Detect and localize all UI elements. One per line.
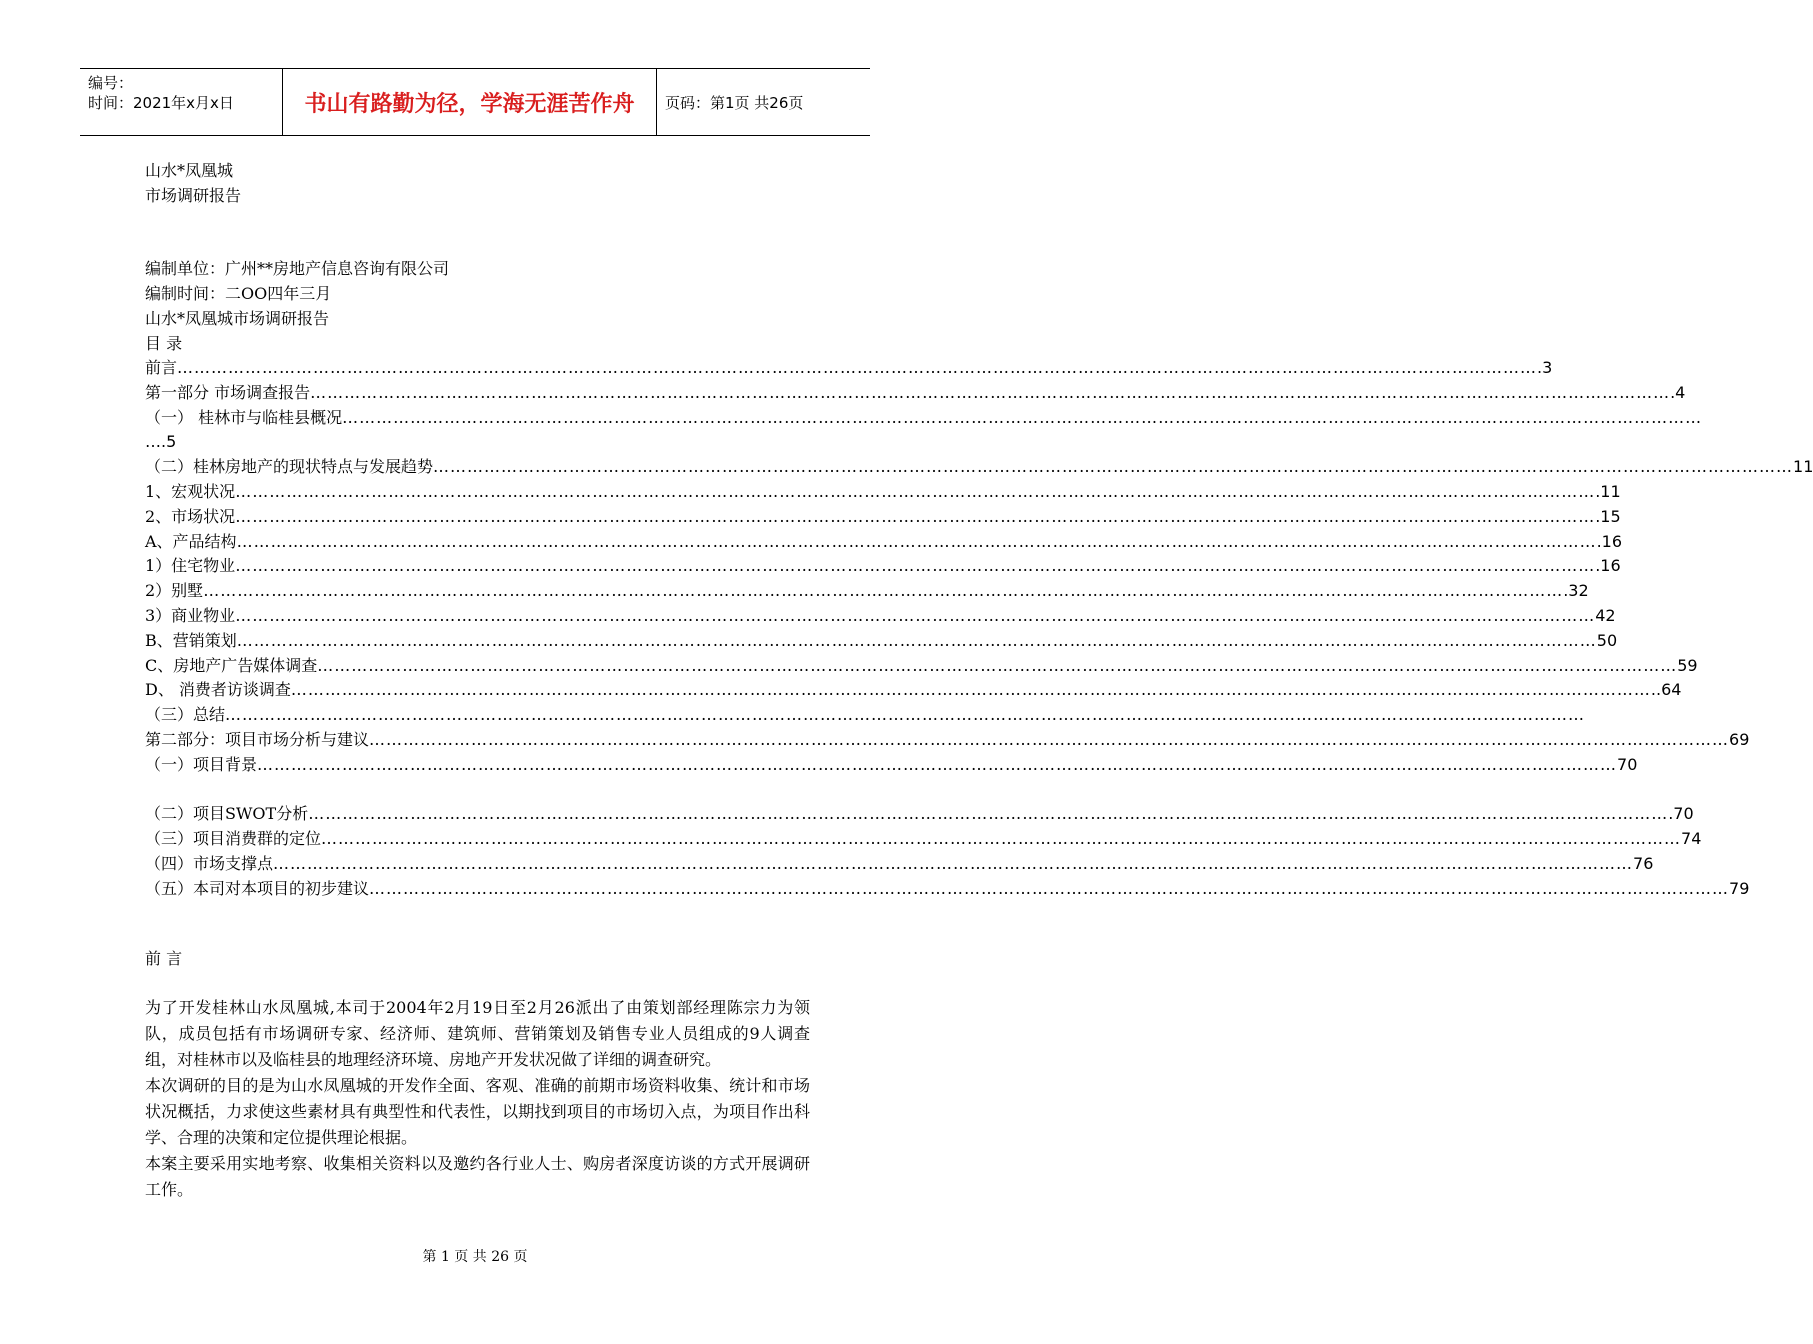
toc-entry-page: .16 (1595, 556, 1621, 576)
document-body (145, 158, 1813, 1203)
toc-entry[interactable] (145, 827, 1702, 852)
toc-entry-label: 第一部分 市场调查报告 (145, 382, 311, 402)
toc-entry-label: （二）项目SWOT分析 (145, 804, 309, 824)
toc-leader-dots: …………………………………………………………………………………………………………………………………………………………………………………………………………………… (273, 853, 1634, 873)
header-page-info: 页码：第1页 共26页 (665, 93, 804, 112)
toc-entry-label: D、 消费者访谈调查 (145, 680, 291, 700)
toc-entry-label: （三）项目消费群的定位 (145, 829, 322, 849)
toc-entry-label: （一）项目背景 (145, 754, 258, 774)
toc-leader-dots: …………………………………………………………………………………………………………………………………………………………………………………………………………………… (235, 605, 1596, 625)
toc-heading: 目 录 (145, 334, 183, 353)
cover-date: 编制时间：二OO四年三月 (145, 284, 332, 303)
toc-leader-dots: …………………………………………………………………………………………………………………………………………………………………………………………………………………… (235, 556, 1596, 576)
toc-entry-label: （二）桂林房地产的现状特点与发展趋势 (145, 457, 434, 477)
preface-paragraph-3: 本案主要采用实地考察、收集相关资料以及邀约各行业人士、购房者深度访谈的方式开展调研工作。 (145, 1153, 810, 1199)
toc-entry[interactable] (145, 604, 1616, 629)
toc-leader-dots: …………………………………………………………………………………………………………………………………………………………………………………………………………………… (321, 829, 1682, 849)
page-footer: 第 1 页 共 26 页 (422, 1249, 528, 1265)
toc-entry[interactable] (145, 579, 1589, 604)
header-motto: 书山有路勤为径，学海无涯苦作舟 (283, 69, 657, 135)
toc-entry-label: C、房地产广告媒体调查 (145, 655, 318, 675)
toc-entry-page: .16 (1596, 531, 1623, 551)
toc-entry[interactable] (145, 406, 1703, 431)
toc-entry-page: .3 (1537, 358, 1553, 377)
toc-leader-dots: …………………………………………………………………………………………………………………………………………………………………………………………………………………… (177, 358, 1538, 377)
toc-entry[interactable] (145, 654, 1698, 679)
cover-title-line2: 市场调研报告 (145, 186, 242, 205)
toc-entry-label: B、营销策划 (145, 630, 237, 650)
toc-entry-continuation: ….5 (145, 432, 177, 452)
toc-entry[interactable] (145, 728, 1750, 753)
toc-leader-dots: …………………………………………………………………………………………………………………………………………………………………………………………………………………… (203, 581, 1564, 601)
toc-entry[interactable] (145, 480, 1621, 505)
report-title: 山水*凤凰城市场调研报告 (145, 309, 330, 328)
toc-entry[interactable] (145, 381, 1686, 406)
toc-entry[interactable] (145, 877, 1750, 902)
toc-entry[interactable] (145, 505, 1621, 530)
toc-entry[interactable] (145, 802, 1694, 827)
toc-entry-label: 1、宏观状况 (145, 481, 236, 501)
toc-entry[interactable] (145, 356, 1553, 381)
number-label: 编号： (88, 74, 134, 92)
toc-leader-dots: …………………………………………………………………………………………………………………………………………………………………………………………………………………… (310, 382, 1671, 402)
toc-entry[interactable] (145, 678, 1682, 703)
toc-entry-label: A、产品结构 (145, 531, 237, 551)
toc-leader-dots: …………………………………………………………………………………………………………………………………………………………………………………………………………………… (235, 481, 1596, 501)
toc-entry[interactable] (145, 852, 1654, 877)
toc-entry[interactable] (145, 703, 1586, 728)
toc-entry-page: 69 (1729, 729, 1750, 749)
toc-entry-page: 74 (1681, 829, 1702, 849)
preface-paragraph-1: 为了开发桂林山水凤凰城,本司于2004年2月19日至2月26派出了由策划部经理陈宗力为领队，成员包括有市场调研专家、经济师、建筑师、营销策划及销售专业人员组成的9人调查组，对桂林市以及临桂县的地理经济环境、房地产开发状况做了详细的调查研究。 (145, 997, 810, 1069)
toc-entry[interactable] (145, 753, 1638, 778)
toc-entry[interactable] (145, 629, 1618, 654)
toc-entry-page: 50 (1596, 630, 1618, 650)
toc-leader-dots: …………………………………………………………………………………………………………………………………………………………………………………………………………………… (317, 655, 1678, 675)
preface-paragraph-2: 本次调研的目的是为山水凤凰城的开发作全面、客观、准确的前期市场资料收集、统计和市场状况概括，力求使这些素材具有典型性和代表性，以期找到项目的市场切入点，为项目作出科学、合理的决策和定位提供理论根据。 (145, 1075, 810, 1147)
toc-entry-page: .70 (1668, 804, 1694, 824)
toc-entry-label: 2、市场状况 (145, 506, 236, 526)
toc-entry-page: 59 (1677, 655, 1698, 675)
toc-entry-page: 70 (1617, 754, 1638, 774)
toc-entry-page: 42 (1595, 605, 1616, 625)
toc-entry[interactable] (145, 455, 1813, 480)
cover-title-line1: 山水*凤凰城 (145, 161, 234, 180)
toc-leader-dots: …………………………………………………………………………………………………………………………………………………………………………………………………………………… (433, 457, 1794, 477)
preface-heading: 前 言 (145, 948, 183, 968)
toc-entry-page: 11 (1793, 457, 1813, 477)
toc-leader-dots: …………………………………………………………………………………………………………………………………………………………………………………………………………………… (342, 407, 1703, 427)
toc-leader-dots: …………………………………………………………………………………………………………………………………………………………………………………………………………………… (257, 754, 1618, 774)
toc-entry-page: .15 (1595, 506, 1621, 526)
toc-entry-label: （三）总结 (145, 705, 226, 725)
header-meta (80, 69, 283, 135)
toc-leader-dots: …………………………………………………………………………………………………………………………………………………………………………………………………………………… (369, 878, 1730, 898)
toc-leader-dots: …………………………………………………………………………………………………………………………………………………………………………………………………………………… (236, 630, 1597, 650)
toc-leader-dots: …………………………………………………………………………………………………………………………………………………………………………………………………………………… (236, 531, 1597, 551)
toc-entry[interactable] (145, 530, 1623, 555)
toc-entry-label: 3）商业物业 (145, 605, 236, 625)
table-of-contents (145, 356, 1813, 902)
toc-entry-label: 1）住宅物业 (145, 556, 236, 576)
toc-entry-page: 79 (1729, 878, 1750, 898)
toc-entry-page: .4 (1670, 382, 1686, 402)
toc-entry-page: .11 (1595, 481, 1621, 501)
toc-entry-page: .32 (1563, 581, 1589, 601)
toc-entry-label: （四）市场支撑点 (145, 853, 274, 873)
time-label: 时间：2021年x月x日 (88, 94, 234, 112)
toc-leader-dots: …………………………………………………………………………………………………………………………………………………………………………………………………………………… (308, 804, 1669, 824)
toc-entry-label: 第二部分：项目市场分析与建议 (145, 729, 370, 749)
toc-entry[interactable] (145, 554, 1621, 579)
toc-leader-dots: …………………………………………………………………………………………………………………………………………………………………………………………………………………… (235, 506, 1596, 526)
page-header (80, 68, 870, 136)
toc-leader-dots: …………………………………………………………………………………………………………………………………………………………………………………………………………………… (290, 680, 1651, 700)
cover-unit: 编制单位：广州**房地产信息咨询有限公司 (145, 259, 450, 278)
toc-leader-dots: …………………………………………………………………………………………………………………………………………………………………………………………………………………… (225, 705, 1586, 725)
toc-entry-label: （一） 桂林市与临桂县概况 (145, 407, 343, 427)
toc-entry-page: 76 (1633, 853, 1654, 873)
toc-entry-page: ..64 (1650, 680, 1682, 700)
toc-entry-label: （五）本司对本项目的初步建议 (145, 878, 370, 898)
toc-entry-label: 前言 (145, 358, 178, 377)
toc-entry-label: 2）别墅 (145, 581, 204, 601)
toc-leader-dots: …………………………………………………………………………………………………………………………………………………………………………………………………………………… (369, 729, 1730, 749)
